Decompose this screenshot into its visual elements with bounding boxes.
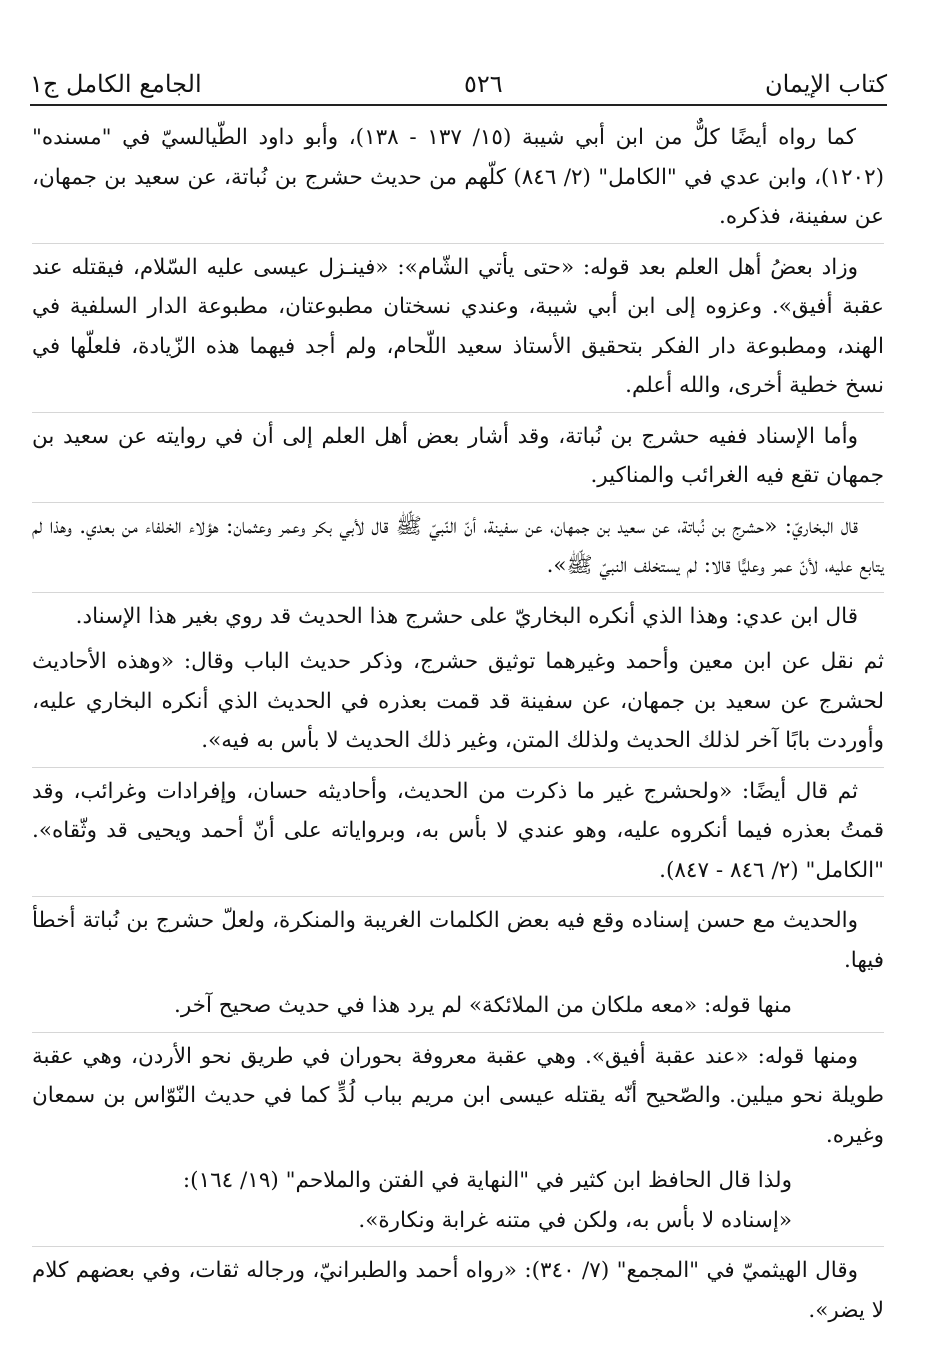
paragraph: ثم قال أيضًا: «ولحشرج غير ما ذكرت من الحديث، وأحاديثه حسان، وإفرادات وغرائب، وقد قمتُ بعذره فيما أنكروه عليه، وهو عندي لا بأس به، وبرواياته على أنّ أحمد ويحيى قد وثّقاه». "الكامل" (٢/ ٨٤٦ - ٨٤٧). bbox=[32, 767, 884, 891]
paragraph: وأما الإسناد ففيه حشرج بن نُباتة، وقد أشار بعض أهل العلم إلى أن في روايته عن سعيد بن جمهان تقع فيه الغرائب والمناكير. bbox=[32, 412, 884, 496]
page-body bbox=[32, 118, 884, 1336]
paragraph: والحديث مع حسن إسناده وقع فيه بعض الكلمات الغريبة والمنكرة، ولعلّ حشرج بن نُباتة أخطأ فيها. bbox=[32, 896, 884, 980]
paragraph: كما رواه أيضًا كلٌّ من ابن أبي شيبة (١٥/ ١٣٧ - ١٣٨)، وأبو داود الطّيالسيّ في "مسنده" (١٢٠٢)، وابن عدي في "الكامل" (٢/ ٨٤٦) كلّهم من حديث حشرج بن نُباتة، عن سعيد بن جمهان، عن سفينة، فذكره. bbox=[32, 125, 885, 229]
paragraph: قال ابن عدي: وهذا الذي أنكره البخاريّ على حشرج هذا الحديث قد روي بغير هذا الإسناد. bbox=[32, 592, 884, 637]
series-title: الجامع الكامل ج١ bbox=[30, 70, 202, 98]
paragraph: ومنها قوله: «عند عقبة أفيق». وهي عقبة معروفة بحوران في طريق نحو الأردن، وهي عقبة طويلة نحو ميلين. والصّحيح أنّه يقتله عيسى ابن مريم بباب لُدٍّ كما في حديث النّوّاس بن سمعان وغيره. bbox=[32, 1032, 884, 1156]
paragraph: منها قوله: «معه ملكان من الملائكة» لم يرد هذا في حديث صحيح آخر. bbox=[173, 993, 792, 1018]
paragraph: ولذا قال الحافظ ابن كثير في "النهاية في الفتن والملاحم" (١٩/ ١٦٤): bbox=[182, 1168, 792, 1193]
header-rule bbox=[30, 104, 887, 106]
page-header bbox=[30, 58, 887, 98]
paragraph: ثم نقل عن ابن معين وأحمد وغيرهما توثيق حشرج، وذكر حديث الباب وقال: «وهذه الأحاديث لحشرج عن سعيد بن جمهان، عن سفينة قد قمت بعذره في الحديث الذي أنكره البخاري عليه، وأوردت بابًا آخر لذلك الحديث ولذلك المتن، وغير ذلك الحديث لا بأس به فيه». bbox=[32, 649, 884, 753]
paragraph: قال البخاريّ: «حشرج بن نُباتة، عن سعيد بن جمهان، عن سفينة، أنّ النّبيّ ﷺ قال لأبي بكر وعمر وعثمان: هؤلاء الخلفاء من بعدي. وهذا لم يتابع عليه، لأنّ عمر وعليًّا قالا: لم يستخلف النبيّ ﷺ». bbox=[32, 502, 884, 586]
paragraph: وقال الهيثميّ في "المجمع" (٧/ ٣٤٠): «رواه أحمد والطبرانيّ، ورجاله ثقات، وفي بعضهم كلام لا يضر». bbox=[32, 1246, 884, 1330]
book-title: كتاب الإيمان bbox=[764, 70, 887, 98]
paragraph: وزاد بعضُ أهل العلم بعد قوله: «حتى يأتي الشّام»: «فينـزل عيسى عليه السّلام، فيقتله عند عقبة أفيق». وعزوه إلى ابن أبي شيبة، وعندي نسختان مطبوعتان، مطبوعة الدار السلفية في الهند، ومطبوعة دار الفكر بتحقيق الأستاذ سعيد اللّحام، ولم أجد فيهما هذه الزّيادة، فلعلّها في نسخ خطية أخرى، والله أعلم. bbox=[32, 243, 884, 406]
page-number: ٥٢٦ bbox=[463, 70, 503, 98]
block-quote: «إسناده لا بأس به، ولكن في متنه غرابة ونكارة». bbox=[358, 1207, 792, 1233]
